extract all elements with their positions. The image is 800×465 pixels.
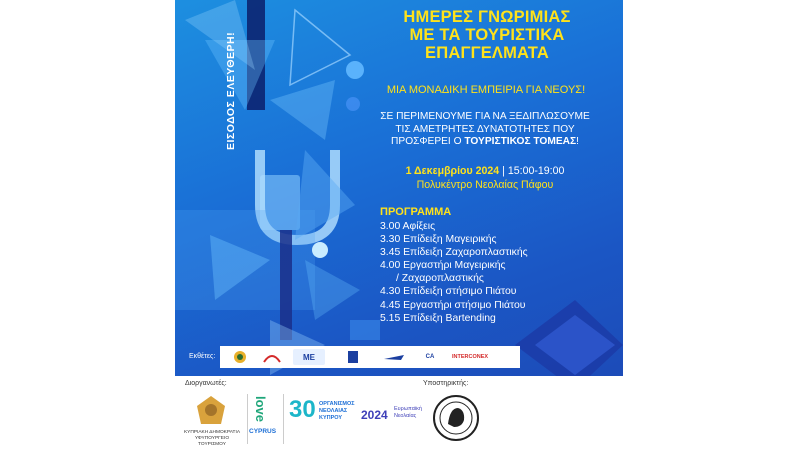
intro-line-2: ΤΙΣ ΑΜΕΤΡΗΤΕΣ ΔΥΝΑΤΟΤΗΤΕΣ ΠΟΥ xyxy=(395,123,575,135)
cyprus-emblem-icon xyxy=(193,394,229,428)
youth-year-line-1: Ευρωπαϊκή xyxy=(394,406,422,412)
program-item: 4.45 Εργαστήρι στήσιμο Πιάτου xyxy=(380,299,526,311)
exhibitors-label: Εκθέτες: xyxy=(189,353,216,360)
program-item: 3.30 Επίδειξη Μαγειρικής xyxy=(380,234,497,246)
youth-year-logo: 2024 xyxy=(361,408,388,422)
intro-line-1: ΣΕ ΠΕΡΙΜΕΝΟΥΜΕ ΓΙΑ ΝΑ ΞΕΔΙΠΛΩΣΟΥΜΕ xyxy=(380,111,590,122)
title-line-2: ΜΕ ΤΑ ΤΟΥΡΙΣΤΙΚΑ xyxy=(409,26,565,44)
youth-org-line-1: ΟΡΓΑΝΙΣΜΟΣ xyxy=(319,401,355,407)
exhibitor-logo-crest xyxy=(227,349,253,365)
intro-line-3 xyxy=(353,136,617,149)
program-title: ΠΡΟΓΡΑΜΜΑ xyxy=(380,206,452,218)
date-time-line xyxy=(353,164,617,178)
event-time: 15:00-19:00 xyxy=(507,165,565,177)
intro-line-3-c: ! xyxy=(576,136,579,147)
program-item: 3.00 Αφίξεις xyxy=(380,221,436,232)
intro-line-3-bold: ΤΟΥΡΙΣΤΙΚΟΣ ΤΟΜΕΑΣ xyxy=(464,136,577,147)
exhibitor-logo-aviation xyxy=(380,349,408,365)
municipality-seal-icon xyxy=(432,394,480,442)
program-item: 4.00 Εργαστήρι Μαγειρικής xyxy=(380,260,506,272)
exhibitor-logo-institute xyxy=(333,349,373,365)
sponsor-label: Υποστηρικτής: xyxy=(423,380,469,387)
title-line-3: ΕΠΑΓΓΕΛΜΑΤΑ xyxy=(425,44,549,62)
title-line-1: ΗΜΕΡΕΣ ΓΝΩΡΙΜΙΑΣ xyxy=(403,8,571,26)
divider xyxy=(247,394,248,444)
poster-title xyxy=(363,8,611,62)
ministry-text: ΚΥΠΡΙΑΚΗ ΔΗΜΟΚΡΑΤΙΑ ΥΦΥΠΟΥΡΓΕΙΟ ΤΟΥΡΙΣΜΟΥ xyxy=(183,430,241,447)
youth-org-number: 30 xyxy=(289,396,316,423)
organizers-section xyxy=(175,376,623,465)
event-venue: Πολυκέντρο Νεολαίας Πάφου xyxy=(416,179,554,191)
program-list xyxy=(380,220,528,325)
program-item: 5.15 Επίδειξη Bartending xyxy=(380,312,496,324)
event-poster xyxy=(175,0,623,465)
date-venue xyxy=(353,164,617,192)
event-date: 1 Δεκεμβρίου 2024 xyxy=(405,165,500,177)
free-entry-vertical-text: ΕΙΣΟΔΟΣ ΕΛΕΥΘΕΡΗ! xyxy=(225,31,237,150)
exhibitor-logo-school xyxy=(259,349,285,365)
youth-year-line-2: Νεολαίας xyxy=(394,413,417,419)
intro-text xyxy=(353,111,617,149)
divider xyxy=(283,394,284,444)
intro-line-3-a: ΠΡΟΣΦΕΡΕΙ Ο xyxy=(391,136,465,147)
love-cyprus-logo: love xyxy=(253,396,268,423)
youth-org-text xyxy=(319,401,355,422)
youth-year-text xyxy=(394,406,422,420)
exhibitor-logo-me: ΜΕ xyxy=(293,349,325,365)
program-item: / Ζαχαροπλαστικής xyxy=(396,273,484,285)
organizers-label: Διοργανωτές: xyxy=(185,380,227,387)
youth-org-line-2: ΝΕΟΛΑΙΑΣ xyxy=(319,408,348,414)
exhibitor-logo-ca: CA xyxy=(425,354,435,360)
exhibitor-logo-interconex: INTERCONEX xyxy=(451,354,489,360)
date-separator: | xyxy=(499,165,508,177)
subtitle: ΜΙΑ ΜΟΝΑΔΙΚΗ ΕΜΠΕΙΡΙΑ ΓΙΑ ΝΕΟΥΣ! xyxy=(386,84,586,96)
cyprus-text: CYPRUS xyxy=(249,428,277,435)
program-item: 4.30 Επίδειξη στήσιμο Πιάτου xyxy=(380,286,517,298)
youth-org-line-3: ΚΥΠΡΟΥ xyxy=(319,415,343,421)
program-item: 3.45 Επίδειξη Ζαχαροπλαστικής xyxy=(380,247,528,259)
